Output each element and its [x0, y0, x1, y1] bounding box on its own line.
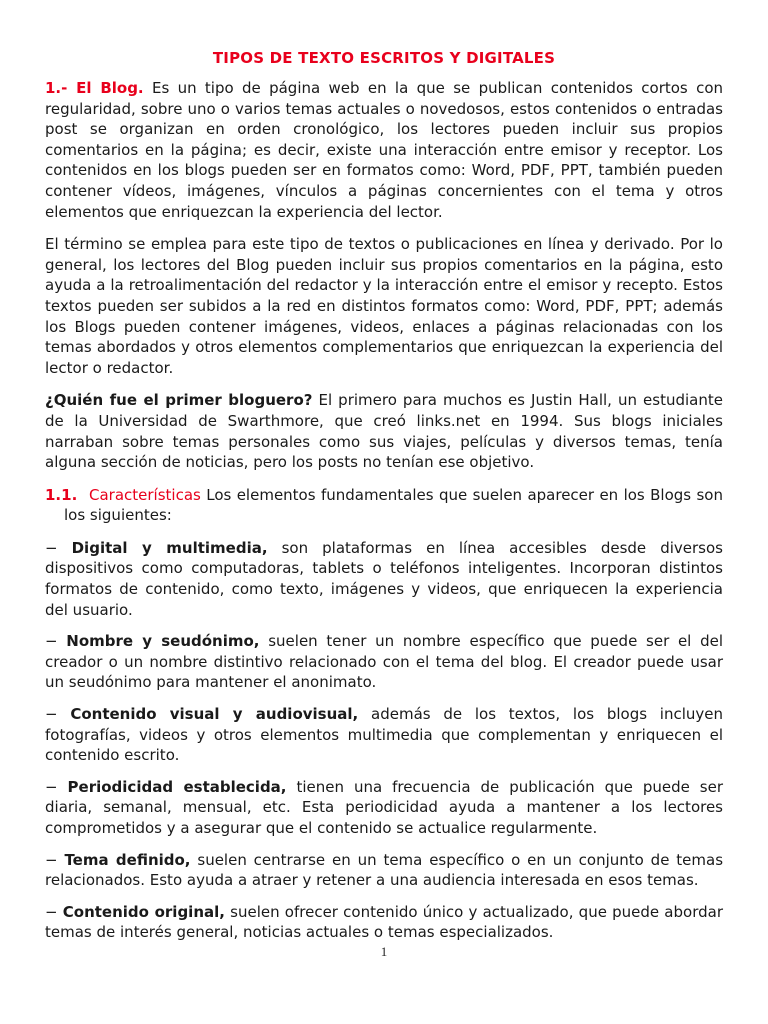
feature-dash: −	[45, 902, 63, 921]
term-paragraph: El término se emplea para este tipo de textos o publicaciones en línea y derivado. Por lo general, los lectores del Blog pueden incluir sus propios comentarios en la página, esto ayuda a la retroalimentación del redactor y la interacción entre el emisor y recepto. Estos textos pueden ser subidos a la red en distintos formatos como: Word, PDF, PPT; además los Blogs pueden contener imágenes, videos, enlaces a páginas relacionadas con los temas abordados y otros elementos complementarios que enriquezcan la experiencia del lector o redactor.	[45, 235, 723, 377]
feature-item	[45, 704, 723, 766]
feature-text: suelen ofrecer contenido único y actualizado, que puede abordar temas de interés general, noticias actuales o temas especializados.	[45, 902, 723, 942]
feature-dash: −	[45, 705, 71, 724]
feature-dash: −	[45, 632, 67, 651]
feature-item	[45, 631, 723, 693]
feature-term: Tema definido,	[64, 850, 191, 869]
feature-term: Contenido visual y audiovisual,	[70, 705, 359, 724]
subsection-text: Los elementos fundamentales que suelen aparecer en los Blogs son los siguientes:	[64, 485, 723, 525]
feature-term: Contenido original,	[62, 902, 225, 921]
page-number: 1	[380, 944, 388, 959]
feature-text: además de los textos, los blogs incluyen fotografías, videos y otros elementos multimedia que complementan y enriquecen el contenido escrito.	[45, 705, 724, 765]
first-blogger-question: ¿Quién fue el primer bloguero?	[45, 391, 313, 410]
feature-text: suelen tener un nombre específico que puede ser el del creador o un nombre distintivo relacionado con el tema del blog. El creador puede usar un seudónimo para mantener el anonimato.	[45, 632, 723, 692]
feature-text: suelen centrarse en un tema específico o en un conjunto de temas relacionados. Esto ayuda a atraer y retener a una audiencia interesada en esos temas.	[45, 850, 724, 890]
feature-dash: −	[45, 777, 68, 796]
characteristics-subsection	[45, 485, 723, 526]
feature-term: Periodicidad establecida,	[67, 777, 287, 796]
feature-item	[45, 850, 723, 891]
subsection-number: 1.1.	[45, 485, 78, 504]
feature-dash: −	[45, 538, 72, 557]
feature-item	[45, 777, 723, 839]
section-heading-blog: 1.- El Blog.	[45, 79, 144, 97]
subsection-heading: Características	[89, 485, 201, 504]
feature-text: son plataformas en línea accesibles desde diversos dispositivos como computadoras, tablets o teléfonos inteligentes. Incorporan distintos formatos de contenido, como texto, imágenes y videos, que enriquecen la experiencia del usuario.	[45, 538, 723, 619]
feature-text: tienen una frecuencia de publicación que puede ser diaria, semanal, mensual, etc. Esta periodicidad ayuda a mantener a los lectores comprometidos y a asegurar que el contenido se actualice regularmente.	[45, 777, 723, 837]
feature-term: Digital y multimedia,	[71, 538, 268, 557]
blog-intro-paragraph	[45, 78, 723, 222]
blog-intro-text: Es un tipo de página web en la que se publican contenidos cortos con regularidad, sobre uno o varios temas actuales o novedosos, estos contenidos o entradas post se organizan en orden cronológico, los lectores pueden incluir sus propios comentarios en la página; es decir, existe una interacción entre emisor y receptor. Los contenidos en los blogs pueden ser en formatos como: Word, PDF, PPT, también pueden contener vídeos, imágenes, vínculos a páginas concernientes con el tema y otros elementos que enriquezcan la experiencia del lector.	[45, 79, 724, 221]
feature-item	[45, 538, 723, 620]
feature-term: Nombre y seudónimo,	[66, 632, 260, 651]
feature-dash: −	[45, 850, 65, 869]
first-blogger-paragraph	[45, 390, 723, 472]
first-blogger-text: El primero para muchos es Justin Hall, un estudiante de la Universidad de Swarthmore, que creó links.net en 1994. Sus blogs iniciales narraban sobre temas personales como sus viajes, películas y diversos temas, tenía alguna sección de noticias, pero los posts no tenían ese objetivo.	[45, 391, 723, 472]
document-title: TIPOS DE TEXTO ESCRITOS Y DIGITALES	[212, 49, 556, 67]
feature-item	[45, 902, 723, 943]
